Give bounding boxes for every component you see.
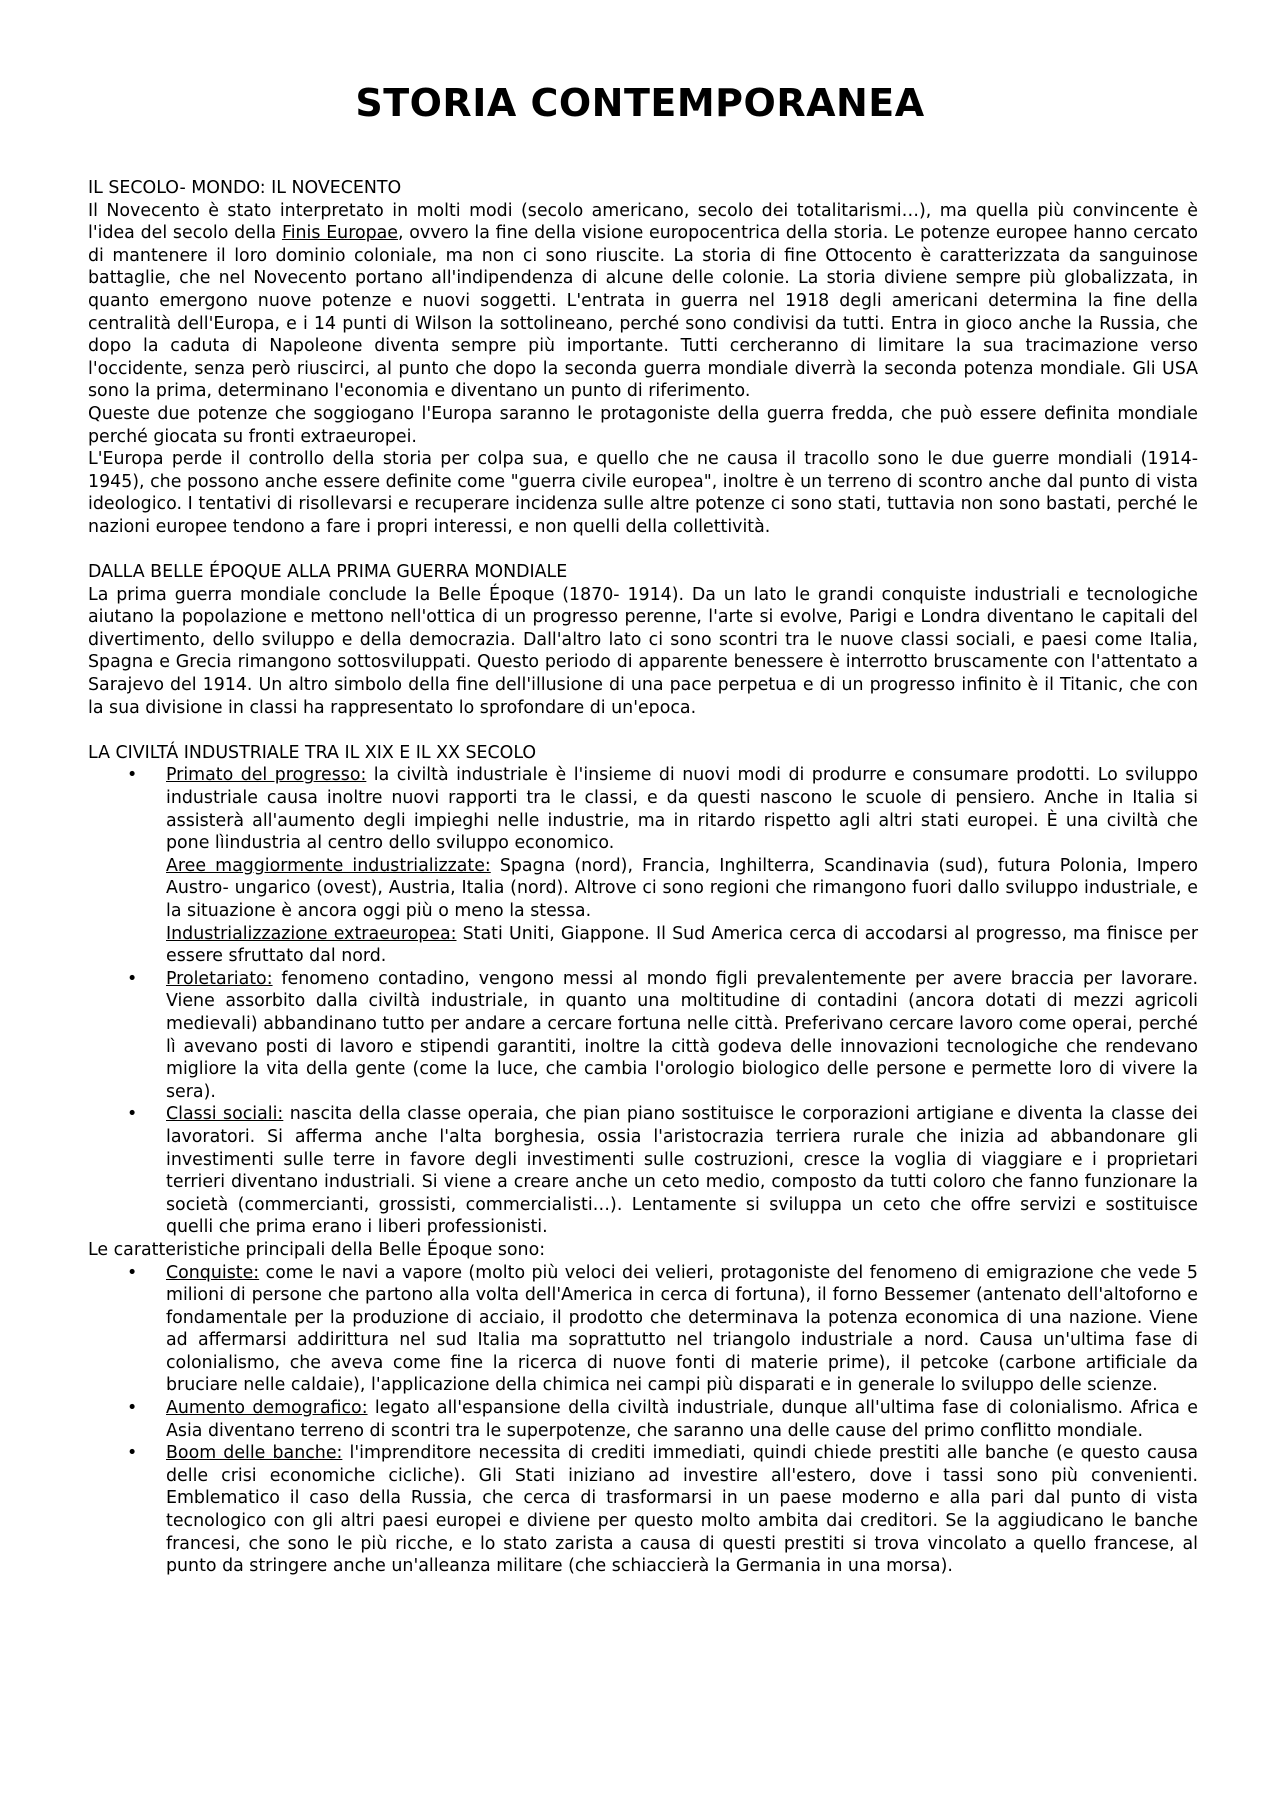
sub-paragraph [166, 923, 1198, 968]
paragraph: Queste due potenze che soggiogano l'Europa saranno le protagoniste della guerra fredda, che può essere definita mondiale perché giocata su fronti extraeuropei. [88, 403, 1198, 447]
item-text: legato all'espansione della civiltà industriale, dunque all'ultima fase di colonialismo. Africa e Asia diventano terreno di scontri tra le superpotenze, che saranno una delle cause del primo conflitto mondiale. [166, 1398, 1198, 1441]
spacer [88, 719, 1198, 742]
item-term: Classi sociali: [166, 1104, 284, 1125]
item-text: Stati Uniti, Giappone. Il Sud America cerca di accodarsi al progresso, ma finisce per essere sfruttato dal nord. [166, 923, 1198, 967]
bullet-list [88, 1262, 1198, 1578]
item-term: Industrializzazione extraeuropea: [166, 923, 457, 944]
item-term: Aree maggiormente industrializzate: [166, 855, 491, 876]
bullet-icon: • [127, 765, 138, 786]
bullet-icon: • [127, 1262, 138, 1283]
list-item [88, 968, 1198, 1104]
item-text: l'imprenditore necessita di crediti immediati, quindi chiede prestiti alle banche (e questo causa delle crisi economiche cicliche). Gli Stati iniziano ad investire all'estero, dove i tassi sono più convenienti. Emblematico il caso della Russia, che cerca di trasformarsi in un paese moderno e alla pari dal punto di vista tecnologico con gli altri paesi europei e diviene per questo molto ambita dai creditori. Se la aggiudicano le banche francesi, che sono le più ricche, e lo stato zarista a causa di questi prestiti si trova vincolato a quello francese, al punto da stringere anche un'alleanza militare (che schiaccierà la Germania in una morsa). [166, 1443, 1198, 1577]
item-term: Primato del progresso: [166, 765, 367, 786]
sub-paragraph [166, 855, 1198, 923]
item-text: nascita della classe operaia, che pian piano sostituisce le corporazioni artigiane e diventa la classe dei lavoratori. Si afferma anche l'alta borghesia, ossia l'aristocrazia terriera rurale che inizia ad abbandonare gli investimenti sulle terre in favore degli investimenti sulle costruzioni, cresce la voglia di viaggiare e i proprietari terrieri diventano industriali. Si viene a creare anche un ceto medio, composto da tutti coloro che fanno funzionare la società (commercianti, grossisti, commercialisti…). Lentamente si sviluppa un ceto che offre servizi e sostituisce quelli che prima erano i liberi professionisti. [166, 1104, 1198, 1238]
item-text: la civiltà industriale è l'insieme di nuovi modi di produrre e consumare prodotti. Lo sviluppo industriale causa inoltre nuovi rapporti tra le classi, e da questi nascono le scuole di pensiero. Anche in Italia si assisterà all'aumento degli impieghi nelle industrie, ma in ritardo rispetto agli altri stati europei. È una civiltà che pone lìindustria al centro dello sviluppo economico. [166, 765, 1198, 854]
list-item [88, 1397, 1198, 1442]
item-term: Aumento demografico: [166, 1398, 368, 1419]
section-heading-belle-epoque: DALLA BELLE ÉPOQUE ALLA PRIMA GUERRA MONDIALE [88, 562, 568, 583]
item-text: Spagna (nord), Francia, Inghilterra, Scandinavia (sud), futura Polonia, Impero Austro- ungarico (ovest), Austria, Italia (nord). Altrove ci sono regioni che rimangono fuori dallo sviluppo industriale, e la situazione è ancora oggi più o meno la stessa. [166, 855, 1198, 921]
item-term: Proletariato: [166, 968, 273, 989]
bullet-icon: • [127, 1398, 138, 1419]
list-item [88, 764, 1198, 967]
list-item [88, 1103, 1198, 1239]
list-item [88, 1262, 1198, 1398]
item-term: Conquiste: [166, 1262, 260, 1283]
bullet-icon: • [127, 1443, 138, 1464]
list-item [88, 1442, 1198, 1578]
item-text: come le navi a vapore (molto più veloci dei velieri, protagoniste del fenomeno di emigrazione che vede 5 milioni di persone che partono alla volta dell'America in cerca di fortuna), il forno Bessemer (antenato dell'altoforno e fondamentale per la produzione di acciaio, il prodotto che determinava la potenza economica di una nazione. Viene ad affermarsi addirittura nel sud Italia ma soprattutto nel triangolo industriale a nord. Causa un'ultima fase di colonialismo, che aveva come fine la ricerca di nuove fonti di materie prime), il petcoke (carbone artificiale da bruciare nelle caldaie), l'applicazione della chimica nei campi più disparati e in generale lo sviluppo delle scienze. [166, 1262, 1198, 1396]
paragraph: L'Europa perde il controllo della storia per colpa sua, e quello che ne causa il tracollo sono le due guerre mondiali (1914- 1945), che possono anche essere definite come "guerra civile europea", inoltre è un terreno di scontro anche dal punto di vista ideologico. I tentativi di risollevarsi e recuperare incidenza sulle altre potenze ci sono stati, tuttavia non sono bastati, perché le nazioni europee tendono a fare i propri interessi, e non quelli della collettività. [88, 449, 1198, 537]
paragraph-text: , ovvero la fine della visione europocentrica della storia. Le potenze europee hanno cercato di mantenere il loro dominio coloniale, ma non ci sono riuscite. La storia di fine Ottocento è caratterizzata da sanguinose battaglie, che nel Novecento portano all'indipendenza di alcune delle colonie. La storia diviene sempre più globalizzata, in quanto emergono nuove potenze e nuovi soggetti. L'entrata in guerra nel 1918 degli americani determina la fine della centralità dell'Europa, e i 14 punti di Wilson la sottolineano, perché sono condivisi da tutti. Entra in gioco anche la Russia, che dopo la caduta di Napoleone diventa sempre più importante. Tutti cercheranno di limitare la sua tracimazione verso l'occidente, senza però riuscirci, al punto che dopo la seconda guerra mondiale diverrà la seconda potenza mondiale. Gli USA sono la prima, determinano l'economia e diventano un punto di riferimento. [88, 223, 1198, 402]
bullet-icon: • [127, 1104, 138, 1125]
bullet-icon: • [127, 968, 138, 989]
section-heading-civilta-industriale: LA CIVILTÁ INDUSTRIALE TRA IL XIX E IL XX SECOLO [88, 742, 537, 763]
paragraph: La prima guerra mondiale conclude la Belle Époque (1870- 1914). Da un lato le grandi conquiste industriali e tecnologiche aiutano la popolazione e mettono nell'ottica di un progresso perenne, l'arte si evolve, Parigi e Londra diventano le capitali del divertimento, dello sviluppo e della democrazia. Dall'altro lato ci sono scontri tra le nuove classi sociali, e paesi come Italia, Spagna e Grecia rimangono sottosviluppati. Questo periodo di apparente benessere è interrotto bruscamente con l'attentato a Sarajevo del 1914. Un altro simbolo della fine dell'illusione di una pace perpetua e di un progresso infinito è il Titanic, che con la sua divisione in classi ha rappresentato lo sprofondare di un'epoca. [88, 584, 1198, 718]
section-heading-novecento: IL SECOLO- MONDO: IL NOVECENTO [88, 178, 402, 198]
item-text: fenomeno contadino, vengono messi al mondo figli prevalentemente per avere braccia per lavorare. Viene assorbito dalla civiltà industriale, in quanto una moltitudine di contadini (ancora dotati di mezzi agricoli medievali) abbandinano tutto per andare a cercare fortuna nelle città. Preferivano cercare lavoro come operai, perché lì avevano posti di lavoro e stipendi garantiti, inoltre la città godeva delle innovazioni tecnologiche che rendevano migliore la vita della gente (come la luce, che cambia l'orologio biologico delle persone e permette loro di vivere la sera). [166, 968, 1198, 1102]
document-body [88, 177, 1198, 1578]
bullet-list [88, 764, 1198, 1238]
spacer [88, 539, 1198, 562]
paragraph-text: Il Novecento è stato interpretato in molti modi (secolo americano, secolo dei totalitarismi…), ma quella più convincente è l'idea del secolo della [88, 200, 1198, 244]
item-term: Boom delle banche: [166, 1443, 343, 1464]
page-title: STORIA CONTEMPORANEA [355, 81, 925, 125]
list-intro: Le caratteristiche principali della Belle Époque sono: [88, 1239, 546, 1260]
paragraph [88, 200, 1198, 403]
term-finis-europae: Finis Europae [281, 223, 399, 244]
